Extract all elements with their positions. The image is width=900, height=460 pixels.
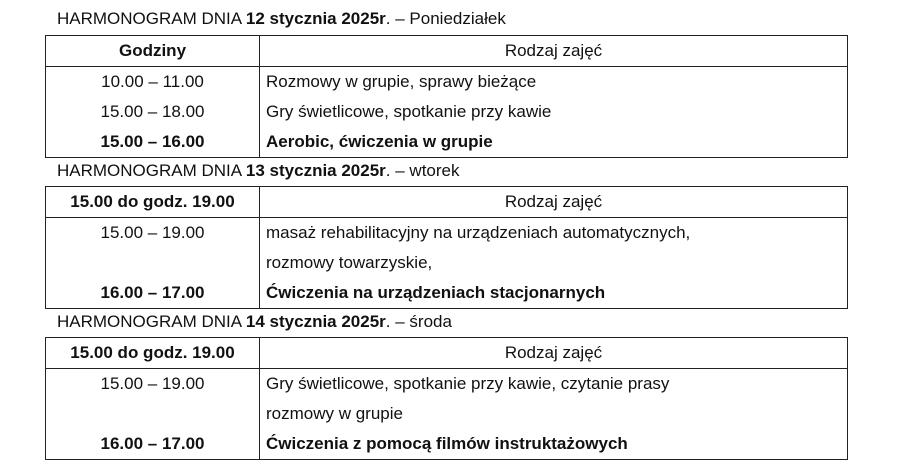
- schedule-table-2: [45, 186, 848, 309]
- table-row: [46, 429, 848, 460]
- section-title-day: . – środa: [385, 312, 452, 331]
- table-row: [46, 127, 848, 158]
- table-row: [46, 67, 848, 98]
- row-activity: Gry świetlicowe, spotkanie przy kawie, czytanie prasy: [260, 369, 848, 400]
- row-time: 10.00 – 11.00: [46, 67, 260, 98]
- section-title-1: [57, 9, 506, 29]
- header-activity: Rodzaj zajęć: [260, 187, 848, 218]
- section-title-3: [57, 312, 452, 332]
- row-time: 16.00 – 17.00: [46, 429, 260, 460]
- row-time: 15.00 – 18.00: [46, 97, 260, 127]
- table-header-row: [46, 338, 848, 369]
- header-activity: Rodzaj zajęć: [260, 36, 848, 67]
- table-row: [46, 278, 848, 309]
- header-time: 15.00 do godz. 19.00: [46, 338, 260, 369]
- table-row: [46, 369, 848, 400]
- row-time: 16.00 – 17.00: [46, 278, 260, 309]
- row-activity: Ćwiczenia z pomocą filmów instruktażowych: [260, 429, 848, 460]
- table-row: [46, 248, 848, 278]
- header-time: 15.00 do godz. 19.00: [46, 187, 260, 218]
- header-activity: Rodzaj zajęć: [260, 338, 848, 369]
- schedule-table-1: [45, 35, 848, 158]
- row-time: [46, 399, 260, 429]
- table-row: [46, 218, 848, 249]
- row-activity: masaż rehabilitacyjny na urządzeniach automatycznych,: [260, 218, 848, 249]
- row-activity: rozmowy towarzyskie,: [260, 248, 848, 278]
- row-activity: Rozmowy w grupie, sprawy bieżące: [260, 67, 848, 98]
- row-time: 15.00 – 16.00: [46, 127, 260, 158]
- section-title-prefix: HARMONOGRAM DNIA: [57, 312, 246, 331]
- table-header-row: [46, 187, 848, 218]
- table-row: [46, 97, 848, 127]
- table-row: [46, 399, 848, 429]
- row-time: 15.00 – 19.00: [46, 218, 260, 249]
- section-title-prefix: HARMONOGRAM DNIA: [57, 161, 246, 180]
- section-title-day: . – wtorek: [385, 161, 460, 180]
- section-title-date: 14 stycznia 2025r: [245, 312, 386, 331]
- section-title-date: 13 stycznia 2025r: [245, 161, 386, 180]
- section-title-prefix: HARMONOGRAM DNIA: [57, 9, 246, 28]
- row-activity: Aerobic, ćwiczenia w grupie: [260, 127, 848, 158]
- row-activity: Gry świetlicowe, spotkanie przy kawie: [260, 97, 848, 127]
- section-title-day: . – Poniedziałek: [385, 9, 506, 28]
- section-title-2: [57, 161, 460, 181]
- row-time: 15.00 – 19.00: [46, 369, 260, 400]
- row-activity: rozmowy w grupie: [260, 399, 848, 429]
- row-time: [46, 248, 260, 278]
- schedule-table-3: [45, 337, 848, 460]
- header-time: Godziny: [46, 36, 260, 67]
- row-activity: Ćwiczenia na urządzeniach stacjonarnych: [260, 278, 848, 309]
- table-header-row: [46, 36, 848, 67]
- section-title-date: 12 stycznia 2025r: [245, 9, 386, 28]
